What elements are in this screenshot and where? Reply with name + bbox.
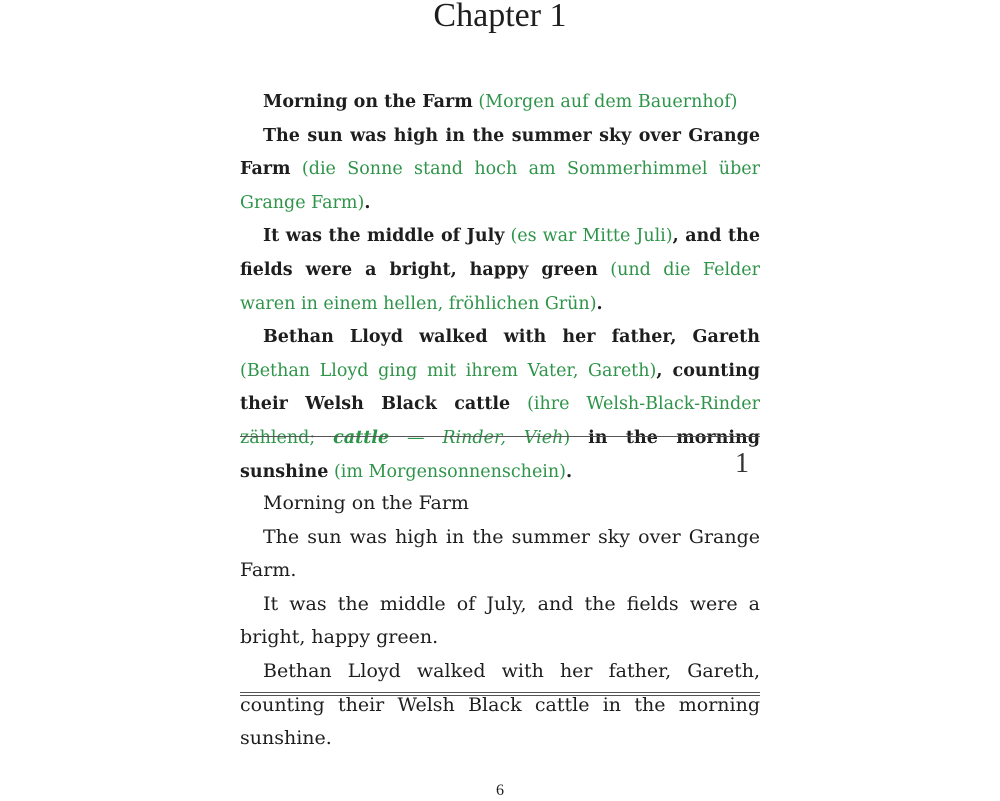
original-text-block [240, 487, 760, 756]
english-phrase: Morning on the Farm [263, 92, 473, 112]
german-translation-close: ) [563, 427, 571, 448]
german-translation: (Morgen auf dem Bauernhof) [478, 92, 738, 112]
german-translation: (Bethan Lloyd ging mit ihrem Vater, Gareth) [240, 360, 657, 381]
sentence-end: . [566, 461, 573, 482]
english-phrase: It was the middle of July [263, 226, 505, 247]
german-translation: (und die Felder waren in einem hellen, fröhlichen Grün) [240, 259, 760, 314]
vocabulary-gloss: — Rinder, Vieh [406, 427, 564, 448]
german-translation: (die Sonne stand hoch am Sommerhimmel über Grange Farm) [240, 159, 760, 213]
vocabulary-term: cattle [333, 427, 390, 448]
original-paragraph: Morning on the Farm [263, 492, 469, 514]
original-paragraph: The sun was high in the summer sky over Grange Farm. [240, 525, 760, 582]
original-paragraph: It was the middle of July, and the fields were a bright, happy green. [240, 592, 760, 649]
parallel-paragraph [240, 86, 760, 120]
original-paragraph: Bethan Lloyd walked with her father, Gareth, counting their Welsh Black cattle in the morning sunshine. [240, 659, 760, 750]
german-translation: (ihre Welsh-Black-Rinder zählend; [240, 394, 760, 448]
english-phrase: , and the fields were a bright, happy green [240, 226, 760, 280]
parallel-paragraph [240, 120, 760, 221]
end-divider [240, 692, 760, 696]
chapter-title: Chapter 1 [433, 0, 567, 34]
german-translation: (im Morgensonnenschein) [333, 461, 566, 482]
sentence-end: . [364, 192, 371, 213]
english-phrase: in the morning sunshine [240, 427, 760, 482]
section-divider [240, 436, 760, 437]
parallel-paragraph [240, 220, 760, 321]
german-translation: (es war Mitte Juli) [510, 226, 673, 247]
section-number: 1 [735, 448, 749, 479]
sentence-end: . [596, 293, 603, 314]
english-phrase: , counting their Welsh Black cattle [240, 360, 761, 415]
page-number: 6 [496, 782, 504, 799]
english-phrase: The sun was high in the summer sky over Grange Farm [240, 125, 760, 180]
parallel-text-block [240, 86, 760, 489]
english-phrase: Bethan Lloyd walked with her father, Gareth [263, 327, 760, 348]
